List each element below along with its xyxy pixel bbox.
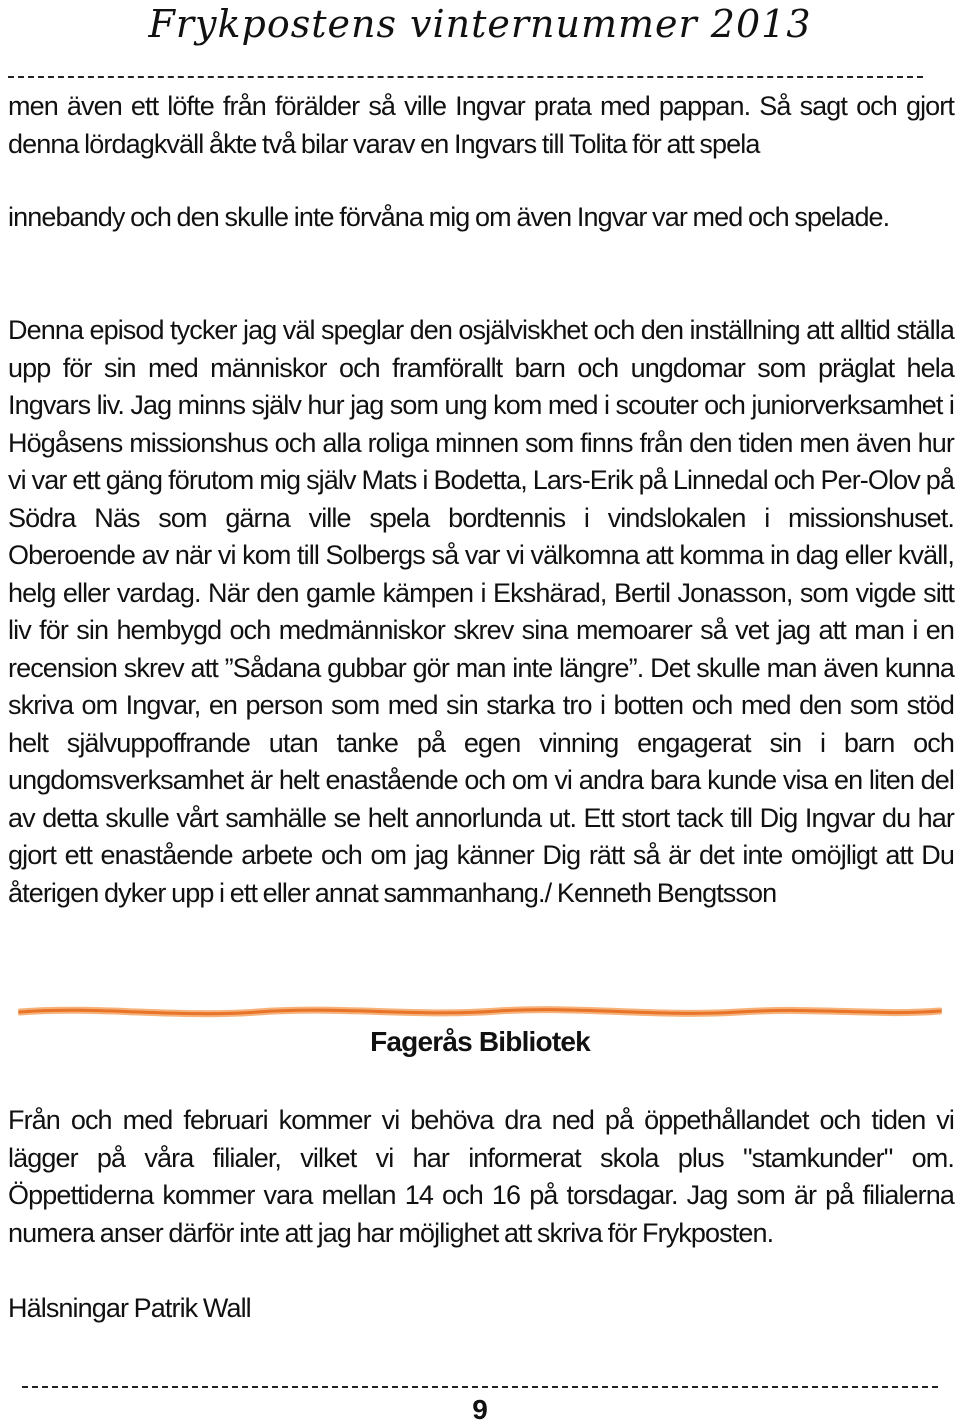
article-paragraph-2: Denna episod tycker jag väl speglar den osjälviskhet och den inställning att alltid ställa upp för sin med människor och framförallt barn och ungdomar som präglat hela Ingvars liv. Jag minns själv hur jag som ung kom med i scouter och juniorverksamhet i Högåsens missionshus och alla roliga minnen som finns från den tiden men även hur vi var ett gäng förutom mig själv Mats i Bodetta, Lars-Erik på Linnedal och Per-Olov på Södra Näs som gärna ville spela bordtennis i vindslokalen i missionshuset. Oberoende av när vi kom till Solbergs så var vi välkomna att komma in dag eller kväll, helg eller vardag. När den gamle kämpen i Ekshärad, Bertil Jonasson, som vigde sitt liv för sin hembygd och medmänniskor skrev sina memoarer så vet jag att man i en recension skrev att ”Sådana gubbar gör man inte längre”. Det skulle man även kunna skriva om Ingvar, en person som med sin starka tro i botten och med den som stöd helt självuppoffrande utan tanke på egen vinning engagerat sin i barn och ungdomsverksamhet är helt enastående och om vi andra bara kunde visa en liten del av detta skulle vårt samhälle se helt annorlunda ut. Ett stort tack till Dig Ingvar du har gjort ett enastående arbete och om jag känner Dig rätt så är det inte omöjligt att Du återigen dyker upp i ett eller annat sammanhang./ Kenneth Bengtsson — [8, 315, 954, 908]
library-paragraph: Från och med februari kommer vi behöva dra ned på öppethållandet och tiden vi lägger på våra filialer, vilket vi har informerat skola plus "stamkunder" om. Öppettiderna kommer vara mellan 14 och 16 på torsdagar. Jag som är på filialerna numera anser därför inte att jag har möjlighet att skriva för Frykposten. — [8, 1105, 954, 1248]
article-paragraph-1b: innebandy och den skulle inte förvåna mig om även Ingvar var med och spelade. — [8, 202, 890, 232]
library-signoff: Hälsningar Patrik Wall — [8, 1293, 251, 1323]
library-heading: Fagerås Bibliotek — [370, 1026, 590, 1057]
article-paragraph-1a: men även ett löfte från förälder så ville Ingvar prata med pappan. Så sagt och gjort denna lördagkväll åkte två bilar varav en Ingvars till Tolita för att spela — [8, 91, 954, 159]
page-number: 9 — [472, 1394, 488, 1425]
footer-dashed-rule — [22, 1386, 938, 1388]
header-dashed-rule — [8, 76, 923, 78]
decorative-divider — [18, 1002, 942, 1022]
page-title: Frykpostens vinternummer 2013 — [148, 2, 812, 46]
